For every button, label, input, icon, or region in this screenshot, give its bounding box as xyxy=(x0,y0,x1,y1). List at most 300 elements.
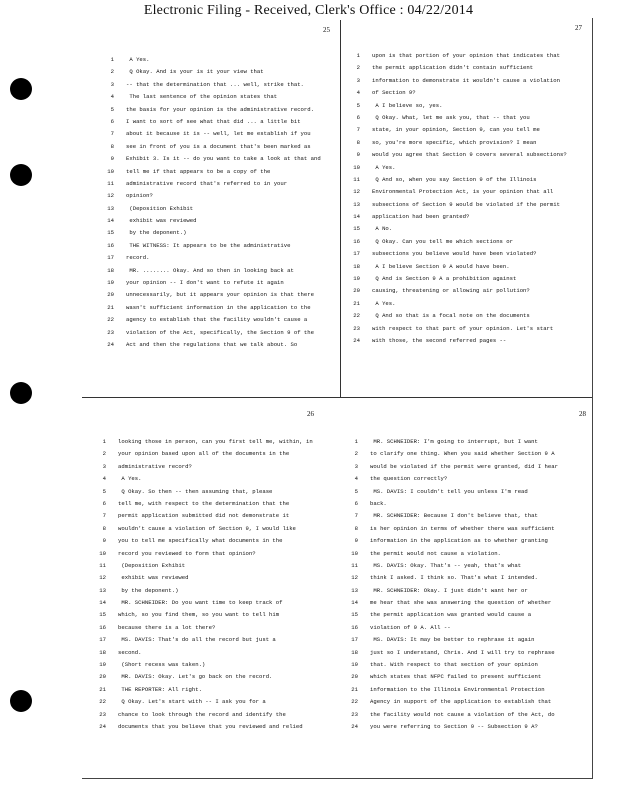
line-number: 1 xyxy=(354,438,358,445)
line-text: second. xyxy=(118,648,142,656)
punch-hole-upper-middle xyxy=(10,164,32,186)
line-text: would be violated if the permit were granted, did I hear xyxy=(370,462,558,470)
line-text: MR. ........ Okay. And so then in looking back at xyxy=(126,266,294,274)
filing-stamp-header: Electronic Filing - Received, Clerk's Office : 04/22/2014 xyxy=(143,3,474,18)
line-text: Q And so that is a focal note on the documents xyxy=(372,312,530,320)
line-number: 7 xyxy=(110,130,114,138)
line-text: A No. xyxy=(372,225,393,233)
line-text: just so I understand, Chris. And I will try to rephrase xyxy=(370,648,555,656)
line-number: 23 xyxy=(353,324,360,332)
transcript-line xyxy=(346,139,567,151)
transcript-line xyxy=(92,599,313,611)
transcript-line xyxy=(344,562,558,574)
line-number: 5 xyxy=(354,487,358,495)
line-text: violation of 9 A. All -- xyxy=(370,623,451,631)
line-number: 7 xyxy=(102,512,106,520)
line-number: 9 xyxy=(102,537,106,545)
transcript-line xyxy=(344,450,558,462)
transcript-line xyxy=(92,673,313,685)
line-number: 4 xyxy=(102,475,106,483)
transcript-line xyxy=(346,114,567,126)
line-number: 16 xyxy=(351,623,358,631)
line-number: 13 xyxy=(353,200,360,208)
line-text: so, you're more specific, which provision? I mean xyxy=(372,138,537,146)
line-text: is her opinion in terms of whether there was sufficient xyxy=(370,524,555,532)
line-text: which states that NFPC failed to present sufficient xyxy=(370,673,542,681)
line-number: 6 xyxy=(354,499,358,507)
line-text: MR. SCHNEIDER: Do you want time to keep track of xyxy=(118,599,283,607)
transcript-line xyxy=(100,254,321,266)
line-text: the permit would not cause a violation. xyxy=(370,549,501,557)
transcript-line xyxy=(100,168,321,180)
transcript-line xyxy=(100,279,321,291)
line-text: information in the application as to whether granting xyxy=(370,537,548,545)
line-number: 14 xyxy=(353,213,360,221)
line-text: The last sentence of the opinion states that xyxy=(126,93,278,101)
transcript-line xyxy=(92,562,313,574)
line-text: wasn't sufficient information in the application to the xyxy=(126,303,311,311)
transcript-line xyxy=(344,525,558,537)
transcript-line xyxy=(100,316,321,328)
line-text: the basis for your opinion is the administrative record. xyxy=(126,105,314,113)
transcript-line xyxy=(344,711,558,723)
line-text: opinion? xyxy=(126,192,153,200)
transcript-line xyxy=(346,151,567,163)
line-text: MS. DAVIS: Okay. That's -- yeah, that's what xyxy=(370,561,522,569)
line-number: 5 xyxy=(356,101,360,109)
line-text: I want to sort of see what that did ... a little bit xyxy=(126,117,301,125)
transcript-line xyxy=(92,723,313,735)
punch-hole-lower-middle xyxy=(10,382,32,404)
transcript-line xyxy=(346,238,567,250)
line-text: about it because it is -- well, let me establish if you xyxy=(126,130,311,138)
line-text: A Yes. xyxy=(118,475,142,483)
transcript-page-28 xyxy=(344,402,590,772)
line-number: 11 xyxy=(99,561,106,569)
line-number: 21 xyxy=(107,303,114,311)
transcript-line xyxy=(92,711,313,723)
line-text: tell me, with respect to the determination that the xyxy=(118,499,290,507)
line-text: think I asked. I think so. That's what I intended. xyxy=(370,574,538,582)
punch-hole-bottom xyxy=(10,690,32,712)
line-text: because there is a lot there? xyxy=(118,623,216,631)
transcript-line xyxy=(100,329,321,341)
line-number: 18 xyxy=(99,648,106,656)
line-number: 3 xyxy=(356,76,360,84)
line-number: 13 xyxy=(351,586,358,594)
line-text: (Short recess was taken.) xyxy=(118,661,206,669)
transcript-line xyxy=(92,574,313,586)
line-text: your opinion -- I don't want to refute it again xyxy=(126,279,284,287)
line-text: MR. SCHNEIDER: I'm going to interrupt, but I want xyxy=(370,438,538,445)
transcript-line xyxy=(92,587,313,599)
line-text: Act and then the regulations that we talk about. So xyxy=(126,340,298,348)
line-text: me hear that she was answering the question of whether xyxy=(370,599,552,607)
transcript-line xyxy=(92,624,313,636)
line-number: 19 xyxy=(351,661,358,669)
line-text: wouldn't cause a violation of Section 9, I would like xyxy=(118,524,296,532)
line-text: information to demonstrate it wouldn't cause a violation xyxy=(372,76,560,84)
line-number: 4 xyxy=(110,93,114,101)
transcript-line xyxy=(346,77,567,89)
transcript-line xyxy=(100,155,321,167)
vertical-divider xyxy=(340,20,341,398)
line-text: looking those in person, can you first tell me, within, in xyxy=(118,438,313,445)
line-text: upon is that portion of your opinion that indicates that xyxy=(372,52,560,59)
transcript-line xyxy=(346,126,567,138)
transcript-line xyxy=(92,512,313,524)
transcript-line xyxy=(92,636,313,648)
line-number: 10 xyxy=(353,163,360,171)
transcript-line xyxy=(92,438,313,450)
line-text: would you agree that Section 9 covers several subsections? xyxy=(372,151,567,159)
line-text: Q Okay. So then -- then assuming that, please xyxy=(118,487,273,495)
line-number: 1 xyxy=(356,52,360,59)
transcript-line xyxy=(100,180,321,192)
transcript-line xyxy=(92,611,313,623)
line-text: A I believe so, yes. xyxy=(372,101,443,109)
transcript-line xyxy=(344,624,558,636)
line-number: 2 xyxy=(110,68,114,76)
line-text: documents that you believe that you reviewed and relied xyxy=(118,722,303,730)
transcript-line xyxy=(346,325,567,337)
transcript-line xyxy=(100,217,321,229)
line-number: 4 xyxy=(356,89,360,97)
transcript-line xyxy=(344,599,558,611)
line-number: 17 xyxy=(107,254,114,262)
line-text: with respect to that part of your opinion. Let's start xyxy=(372,324,554,332)
transcript-line xyxy=(100,118,321,130)
line-number: 13 xyxy=(107,204,114,212)
transcript-line xyxy=(346,164,567,176)
line-number: 11 xyxy=(353,175,360,183)
transcript-line xyxy=(344,475,558,487)
line-number: 20 xyxy=(351,673,358,681)
transcript-lines xyxy=(344,438,558,735)
line-number: 14 xyxy=(99,599,106,607)
line-text: Q Okay. And is your is it your view that xyxy=(126,68,264,76)
transcript-line xyxy=(92,488,313,500)
line-text: record. xyxy=(126,254,150,262)
transcript-line xyxy=(346,250,567,262)
line-number: 1 xyxy=(102,438,106,445)
line-text: (Deposition Exhibit xyxy=(126,204,194,212)
page-number: 25 xyxy=(323,26,330,34)
line-number: 19 xyxy=(353,275,360,283)
transcript-line xyxy=(344,463,558,475)
line-number: 19 xyxy=(99,661,106,669)
line-text: the permit application didn't contain sufficient xyxy=(372,64,534,72)
line-number: 17 xyxy=(99,636,106,644)
line-text: subsections you believe would have been violated? xyxy=(372,250,537,258)
transcript-page-25 xyxy=(100,22,336,394)
horizontal-divider xyxy=(82,397,592,398)
line-text: MS. DAVIS: It may be better to rephrase it again xyxy=(370,636,535,644)
line-number: 13 xyxy=(99,586,106,594)
line-text: your opinion based upon all of the documents in the xyxy=(118,450,290,458)
transcript-line xyxy=(344,438,558,450)
line-text: state, in your opinion, Section 9, can you tell me xyxy=(372,126,540,134)
line-number: 16 xyxy=(99,623,106,631)
line-number: 9 xyxy=(354,537,358,545)
line-number: 9 xyxy=(110,155,114,163)
transcript-line xyxy=(344,550,558,562)
line-number: 10 xyxy=(351,549,358,557)
transcript-line xyxy=(346,225,567,237)
line-number: 12 xyxy=(107,192,114,200)
line-number: 22 xyxy=(99,698,106,706)
line-number: 2 xyxy=(102,450,106,458)
line-text: record you reviewed to form that opinion? xyxy=(118,549,256,557)
line-text: -- that the determination that ... well, strike that. xyxy=(126,80,304,88)
transcript-line xyxy=(344,500,558,512)
transcript-line xyxy=(100,68,321,80)
transcript-line xyxy=(100,267,321,279)
transcript-lines xyxy=(92,438,313,735)
line-text: THE REPORTER: All right. xyxy=(118,685,202,693)
transcript-line xyxy=(346,263,567,275)
transcript-line xyxy=(100,205,321,217)
line-number: 3 xyxy=(354,462,358,470)
line-text: exhibit was reviewed xyxy=(118,574,189,582)
line-number: 20 xyxy=(99,673,106,681)
transcript-line xyxy=(344,686,558,698)
line-number: 22 xyxy=(351,698,358,706)
transcript-line xyxy=(346,52,567,64)
line-text: to clarify one thing. When you said whether Section 9 A xyxy=(370,450,555,458)
line-text: unnecessarily, but it appears your opinion is that there xyxy=(126,291,314,299)
line-number: 17 xyxy=(351,636,358,644)
line-number: 24 xyxy=(107,340,114,348)
line-number: 15 xyxy=(353,225,360,233)
line-text: the permit application was granted would cause a xyxy=(370,611,532,619)
transcript-page-27 xyxy=(346,22,590,394)
line-number: 2 xyxy=(356,64,360,72)
transcript-line xyxy=(344,673,558,685)
transcript-line xyxy=(344,574,558,586)
line-text: which, so you find them, so you want to tell him xyxy=(118,611,280,619)
transcript-lines xyxy=(100,56,321,353)
line-number: 18 xyxy=(353,262,360,270)
line-number: 22 xyxy=(107,316,114,324)
line-text: causing, threatening or allowing air pollution? xyxy=(372,287,530,295)
transcript-line xyxy=(100,229,321,241)
line-text: information to the Illinois Environmental Protection xyxy=(370,685,545,693)
line-number: 20 xyxy=(107,291,114,299)
line-text: administrative record that's referred to in your xyxy=(126,179,288,187)
line-number: 2 xyxy=(354,450,358,458)
transcript-line xyxy=(100,242,321,254)
line-text: the question correctly? xyxy=(370,475,448,483)
line-number: 6 xyxy=(110,117,114,125)
line-text: Q And so, when you say Section 9 of the Illinois xyxy=(372,175,537,183)
punch-hole-top xyxy=(10,78,32,100)
transcript-line xyxy=(346,102,567,114)
line-text: agency to establish that the facility wouldn't cause a xyxy=(126,316,308,324)
line-number: 18 xyxy=(351,648,358,656)
transcript-line xyxy=(346,213,567,225)
line-text: MR. SCHNEIDER: Because I don't believe that, that xyxy=(370,512,538,520)
transcript-line xyxy=(100,291,321,303)
line-number: 18 xyxy=(107,266,114,274)
line-text: Exhibit 3. Is it -- do you want to take a look at that and xyxy=(126,155,321,163)
line-number: 23 xyxy=(107,328,114,336)
line-number: 10 xyxy=(99,549,106,557)
line-text: MR. DAVIS: Okay. Let's go back on the record. xyxy=(118,673,273,681)
transcript-line xyxy=(344,488,558,500)
line-number: 5 xyxy=(110,105,114,113)
line-text: Agency in support of the application to establish that xyxy=(370,698,552,706)
line-number: 3 xyxy=(102,462,106,470)
line-number: 20 xyxy=(353,287,360,295)
line-text: (Deposition Exhibit xyxy=(118,561,186,569)
line-text: of Section 9? xyxy=(372,89,416,97)
line-number: 12 xyxy=(99,574,106,582)
line-text: Q Okay. What, let me ask you, that -- that you xyxy=(372,113,530,121)
line-text: application had been granted? xyxy=(372,213,470,221)
page-number: 28 xyxy=(579,410,586,418)
transcript-line xyxy=(100,106,321,118)
transcript-line xyxy=(344,636,558,648)
line-text: the facility would not cause a violation of the Act, do xyxy=(370,710,555,718)
line-number: 19 xyxy=(107,279,114,287)
line-text: that. With respect to that section of your opinion xyxy=(370,661,538,669)
line-number: 4 xyxy=(354,475,358,483)
line-number: 12 xyxy=(351,574,358,582)
transcript-line xyxy=(344,698,558,710)
line-text: chance to look through the record and identify the xyxy=(118,710,286,718)
line-text: by the deponent.) xyxy=(118,586,179,594)
transcript-line xyxy=(346,337,567,349)
line-text: violation of the Act, specifically, the Section 9 of the xyxy=(126,328,314,336)
line-number: 23 xyxy=(351,710,358,718)
transcript-line xyxy=(344,587,558,599)
page-number: 26 xyxy=(307,410,314,418)
line-number: 24 xyxy=(99,722,106,730)
line-number: 9 xyxy=(356,151,360,159)
line-number: 7 xyxy=(354,512,358,520)
line-number: 10 xyxy=(107,167,114,175)
line-text: A I believe Section 9 A would have been. xyxy=(372,262,510,270)
line-text: A Yes. xyxy=(372,299,396,307)
line-text: Q Okay. Can you tell me which sections or xyxy=(372,237,513,245)
line-text: Q Okay. Let's start with -- I ask you for a xyxy=(118,698,266,706)
line-text: Environmental Protection Act, is your opinion that all xyxy=(372,188,554,196)
transcript-page-26 xyxy=(92,402,336,772)
transcript-line xyxy=(100,56,321,68)
line-number: 5 xyxy=(102,487,106,495)
transcript-line xyxy=(344,649,558,661)
transcript-line xyxy=(100,143,321,155)
transcript-line xyxy=(100,341,321,353)
line-text: with those, the second referred pages -- xyxy=(372,336,507,344)
line-number: 11 xyxy=(351,561,358,569)
transcript-line xyxy=(92,686,313,698)
transcript-line xyxy=(344,611,558,623)
transcript-line xyxy=(344,661,558,673)
transcript-line xyxy=(344,512,558,524)
line-number: 24 xyxy=(353,336,360,344)
line-number: 15 xyxy=(107,229,114,237)
transcript-line xyxy=(100,304,321,316)
transcript-line xyxy=(344,723,558,735)
line-text: by the deponent.) xyxy=(126,229,187,237)
line-number: 8 xyxy=(102,524,106,532)
line-text: A Yes. xyxy=(372,163,396,171)
transcript-line xyxy=(346,201,567,213)
line-text: MS. DAVIS: That's do all the record but just a xyxy=(118,636,276,644)
transcript-line xyxy=(346,312,567,324)
transcript-line xyxy=(92,537,313,549)
line-number: 14 xyxy=(351,599,358,607)
line-text: subsections of Section 9 would be violated if the permit xyxy=(372,200,560,208)
line-number: 12 xyxy=(353,188,360,196)
transcript-line xyxy=(100,81,321,93)
line-number: 17 xyxy=(353,250,360,258)
transcript-line xyxy=(346,287,567,299)
line-number: 21 xyxy=(351,685,358,693)
line-text: MS. DAVIS: I couldn't tell you unless I'm read xyxy=(370,487,528,495)
line-text: permit application submitted did not demonstrate it xyxy=(118,512,290,520)
line-number: 21 xyxy=(353,299,360,307)
line-number: 3 xyxy=(110,80,114,88)
transcript-line xyxy=(346,64,567,76)
line-number: 8 xyxy=(354,524,358,532)
line-number: 16 xyxy=(107,241,114,249)
transcript-line xyxy=(346,300,567,312)
line-text: MR. SCHNEIDER: Okay. I just didn't want her or xyxy=(370,586,528,594)
line-number: 6 xyxy=(356,113,360,121)
transcript-line xyxy=(92,475,313,487)
line-number: 7 xyxy=(356,126,360,134)
transcript-line xyxy=(346,89,567,101)
transcript-line xyxy=(92,450,313,462)
line-text: tell me if that appears to be a copy of the xyxy=(126,167,271,175)
line-number: 11 xyxy=(107,179,114,187)
line-text: THE WITNESS: It appears to be the administrative xyxy=(126,241,291,249)
line-number: 15 xyxy=(99,611,106,619)
transcript-line xyxy=(92,550,313,562)
transcript-line xyxy=(92,698,313,710)
transcript-lines xyxy=(346,52,567,349)
line-number: 1 xyxy=(110,56,114,63)
line-text: administrative record? xyxy=(118,462,192,470)
line-number: 23 xyxy=(99,710,106,718)
line-text: A Yes. xyxy=(126,56,150,63)
line-text: see in front of you is a document that's been marked as xyxy=(126,142,311,150)
line-text: you to tell me specifically what documents in the xyxy=(118,537,283,545)
transcript-line xyxy=(92,500,313,512)
transcript-line xyxy=(92,525,313,537)
transcript-line xyxy=(100,192,321,204)
line-number: 24 xyxy=(351,722,358,730)
line-text: you were referring to Section 9 -- Subsection 9 A? xyxy=(370,722,538,730)
line-number: 14 xyxy=(107,217,114,225)
transcript-line xyxy=(100,93,321,105)
line-number: 21 xyxy=(99,685,106,693)
transcript-line xyxy=(92,649,313,661)
transcript-line xyxy=(100,130,321,142)
transcript-line xyxy=(92,661,313,673)
line-number: 16 xyxy=(353,237,360,245)
line-number: 8 xyxy=(356,138,360,146)
line-text: back. xyxy=(370,499,387,507)
line-number: 8 xyxy=(110,142,114,150)
line-number: 22 xyxy=(353,312,360,320)
line-text: exhibit was reviewed xyxy=(126,217,197,225)
transcript-line xyxy=(346,188,567,200)
page-number: 27 xyxy=(575,24,582,32)
